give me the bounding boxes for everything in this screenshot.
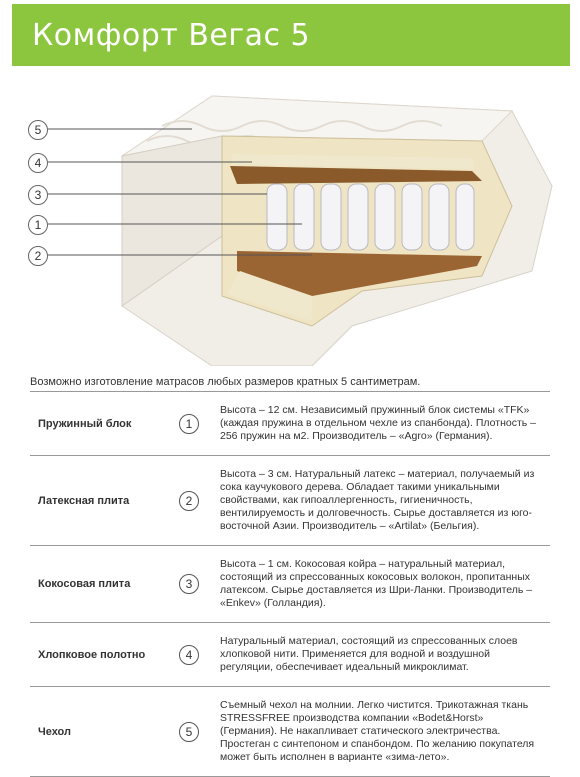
layer-description: Съемный чехол на молнии. Легко чистится. Трикотажная ткань STRESSFREE производства компании «Bodet&Horst» (Германия). Не накапливает статического электричества. Простеган с синтепоном и спанбондом. По желанию покупателя может быть исполнен в варианте «зима-лето».: [220, 699, 535, 763]
layer-name: Латексная плита: [38, 494, 130, 507]
layer-description: Натуральный материал, состоящий из спрессованных слоев хлопковой нити. Применяется для водной и воздушной регуляции, обеспечивает идеальный микроклимат.: [220, 635, 518, 673]
layer-number: 2: [179, 491, 199, 511]
size-note: Возможно изготовление матрасов любых размеров кратных 5 сантиметрам.: [30, 376, 421, 388]
callout-3: 3: [28, 185, 48, 205]
layer-number: 3: [179, 574, 199, 594]
table-row: [30, 392, 550, 456]
page-title: Комфорт Вегас 5: [32, 18, 311, 53]
mattress-illustration: [12, 66, 570, 366]
layer-description: Высота – 12 см. Независимый пружинный блок системы «TFK» (каждая пружина в отдельном чехле из спанбонда). Плотность – 256 пружин на м2. Производитель – «Agro» (Германия).: [220, 404, 536, 442]
callout-5: 5: [28, 120, 48, 140]
table-row: [30, 623, 550, 687]
mattress-cutaway-image: [12, 66, 570, 366]
table-row: [30, 546, 550, 623]
layer-name: Хлопковое полотно: [38, 648, 146, 661]
layer-number: 4: [179, 645, 199, 665]
table-row: [30, 687, 550, 777]
layer-name: Кокосовая плита: [38, 578, 131, 590]
layer-description: Высота – 1 см. Кокосовая койра – натуральный материал, состоящий из спрессованных кокосовых волокон, пропитанных латексом. Сырье доставляется из Шри-Ланки. Производитель – «Enkev» (Голландия).: [220, 558, 533, 609]
table-row: [30, 456, 550, 546]
layer-number: 5: [179, 722, 199, 742]
callout-1: 1: [28, 215, 48, 235]
callout-2: 2: [28, 246, 48, 266]
header-banner: [12, 4, 570, 66]
layer-name: Пружинный блок: [38, 417, 132, 430]
layer-description: Высота – 3 см. Натуральный латекс – материал, получаемый из сока каучукового дерева. Обладает такими уникальными свойствами, как гипоаллергенность, гигиеничность, вентилируемость и долговечность. Сырье доставляется из юго-восточной Азии. Производитель – «Artilat» (Бельгия).: [220, 468, 535, 532]
layer-number: 1: [179, 414, 199, 434]
layers-table: [30, 391, 550, 777]
callout-4: 4: [28, 153, 48, 173]
layer-name: Чехол: [38, 725, 71, 738]
